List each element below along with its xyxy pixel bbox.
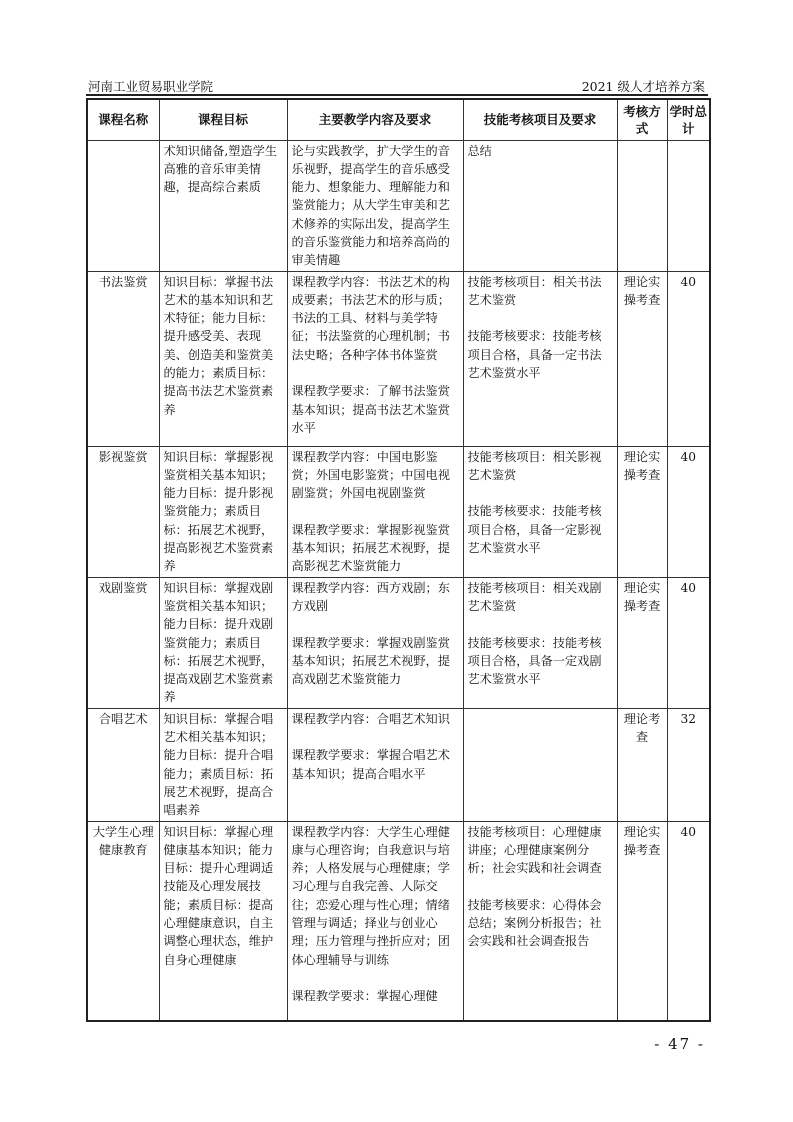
teaching-content bbox=[287, 271, 463, 446]
course-table bbox=[86, 98, 711, 1022]
course-goal: 知识目标：掌握心理健康基本知识；能力目标：提升心理调适技能及心理发展技能；素质目标：提高心理健康意识，自主调整心理状态，维护自身心理健康 bbox=[159, 821, 287, 1021]
skill-requirement-text: 技能考核要求：技能考核项目合格，具备一定书法艺术鉴赏水平 bbox=[467, 329, 602, 381]
course-goal: 知识目标：掌握合唱艺术相关基本知识；能力目标：提升合唱能力；素质目标：拓展艺术视野，提高合唱素养 bbox=[159, 708, 287, 821]
course-name: 影视鉴赏 bbox=[87, 446, 159, 577]
table-row bbox=[87, 708, 710, 821]
course-name: 书法鉴赏 bbox=[87, 271, 159, 446]
page-number: - 47 - bbox=[654, 1035, 705, 1053]
col-header-teaching-content: 主要教学内容及要求 bbox=[287, 99, 463, 140]
requirement-text: 课程教学要求：掌握合唱艺术基本知识；提高合唱水平 bbox=[291, 748, 450, 781]
skill-assessment bbox=[463, 446, 617, 577]
header-rule bbox=[86, 94, 708, 96]
total-hours: 40 bbox=[667, 577, 710, 708]
col-header-course-goal: 课程目标 bbox=[159, 99, 287, 140]
table-row bbox=[87, 577, 710, 708]
table-row bbox=[87, 140, 710, 271]
course-name bbox=[87, 140, 159, 271]
table-header-row bbox=[87, 99, 710, 140]
col-header-total-hours: 学时总计 bbox=[667, 99, 710, 140]
assessment-method: 理论实操考查 bbox=[617, 821, 667, 1021]
skill-item-text: 技能考核项目：相关戏剧艺术鉴赏 bbox=[467, 580, 602, 613]
course-goal: 术知识储备,塑造学生高雅的音乐审美情趣，提高综合素质 bbox=[159, 140, 287, 271]
skill-item-text: 技能考核项目：相关书法艺术鉴赏 bbox=[467, 274, 602, 307]
skill-requirement-text: 技能考核要求：技能考核项目合格，具备一定戏剧艺术鉴赏水平 bbox=[467, 635, 602, 687]
col-header-assessment-method: 考核方式 bbox=[617, 99, 667, 140]
skill-item-text: 技能考核项目：相关影视艺术鉴赏 bbox=[467, 449, 602, 482]
skill-assessment bbox=[463, 708, 617, 821]
content-text: 论与实践教学，扩大学生的音乐视野，提高学生的音乐感受能力、想象能力、理解能力和鉴赏能力；从大学生审美和艺术修养的实际出发，提高学生的音乐鉴赏能力和培养高尚的审美情趣 bbox=[291, 143, 450, 268]
requirement-text: 课程教学要求：掌握戏剧鉴赏基本知识；拓展艺术视野，提高戏剧艺术鉴赏能力 bbox=[291, 635, 450, 687]
course-goal: 知识目标：掌握戏剧鉴赏相关基本知识；能力目标：提升戏剧鉴赏能力；素质目标：拓展艺术视野，提高戏剧艺术鉴赏素养 bbox=[159, 577, 287, 708]
requirement-text: 课程教学要求：了解书法鉴赏基本知识；提高书法艺术鉴赏水平 bbox=[291, 384, 450, 435]
skill-assessment bbox=[463, 821, 617, 1021]
table-row bbox=[87, 271, 710, 446]
total-hours: 32 bbox=[667, 708, 710, 821]
skill-assessment bbox=[463, 140, 617, 271]
course-goal: 知识目标：掌握影视鉴赏相关基本知识；能力目标：提升影视鉴赏能力；素质目标：拓展艺术视野，提高影视艺术鉴赏素养 bbox=[159, 446, 287, 577]
total-hours: 40 bbox=[667, 446, 710, 577]
teaching-content bbox=[287, 577, 463, 708]
teaching-content bbox=[287, 821, 463, 1021]
teaching-content bbox=[287, 708, 463, 821]
assessment-method bbox=[617, 140, 667, 271]
header-institution: 河南工业贸易职业学院 bbox=[88, 79, 214, 94]
teaching-content bbox=[287, 140, 463, 271]
skill-assessment bbox=[463, 271, 617, 446]
skill-assessment bbox=[463, 577, 617, 708]
requirement-text: 课程教学要求：掌握心理健 bbox=[291, 989, 438, 1004]
content-text: 课程教学内容：中国电影鉴赏；外国电影鉴赏；中国电视剧鉴赏；外国电视剧鉴赏 bbox=[291, 449, 450, 501]
total-hours: 40 bbox=[667, 271, 710, 446]
total-hours: 40 bbox=[667, 821, 710, 1021]
course-name: 大学生心理健康教育 bbox=[87, 821, 159, 1021]
assessment-method: 理论实操考查 bbox=[617, 446, 667, 577]
assessment-method: 理论实操考查 bbox=[617, 271, 667, 446]
content-text: 课程教学内容：大学生心理健康与心理咨询；自我意识与培养；人格发展与心理健康；学习心理与自我完善、人际交往；恋爱心理与性心理；情绪管理与调适；择业与创业心理；压力管理与挫折应对；团体心理辅导与训练 bbox=[291, 824, 450, 967]
course-name: 合唱艺术 bbox=[87, 708, 159, 821]
content-text: 课程教学内容：西方戏剧；东方戏剧 bbox=[291, 580, 450, 613]
total-hours bbox=[667, 140, 710, 271]
table-row bbox=[87, 446, 710, 577]
skill-text: 总结 bbox=[467, 143, 492, 158]
skill-requirement-text: 技能考核要求：技能考核项目合格，具备一定影视艺术鉴赏水平 bbox=[467, 504, 602, 556]
course-name: 戏剧鉴赏 bbox=[87, 577, 159, 708]
skill-item-text: 技能考核项目：心理健康讲座；心理健康案例分析；社会实践和社会调查 bbox=[467, 824, 602, 876]
teaching-content bbox=[287, 446, 463, 577]
assessment-method: 理论实操考查 bbox=[617, 577, 667, 708]
course-goal: 知识目标：掌握书法艺术的基本知识和艺术特征；能力目标：提升感受美、表现美、创造美和鉴赏美的能力；素质目标：提高书法艺术鉴赏素养 bbox=[159, 271, 287, 446]
skill-requirement-text: 技能考核要求：心得体会总结；案例分析报告；社会实践和社会调查报告 bbox=[467, 897, 602, 949]
content-text: 课程教学内容：合唱艺术知识 bbox=[291, 711, 450, 726]
requirement-text: 课程教学要求：掌握影视鉴赏基本知识；拓展艺术视野，提高影视艺术鉴赏能力 bbox=[291, 522, 450, 574]
table-row bbox=[87, 821, 710, 1021]
content-text: 课程教学内容：书法艺术的构成要素；书法艺术的形与质；书法的工具、材料与美学特征；书法鉴赏的心理机制；书法史略；各种字体书体鉴赏 bbox=[291, 274, 450, 362]
assessment-method: 理论考查 bbox=[617, 708, 667, 821]
col-header-course-name: 课程名称 bbox=[87, 99, 159, 140]
col-header-skill-assessment: 技能考核项目及要求 bbox=[463, 99, 617, 140]
header-plan-title: 2021 级人才培养方案 bbox=[581, 79, 705, 94]
